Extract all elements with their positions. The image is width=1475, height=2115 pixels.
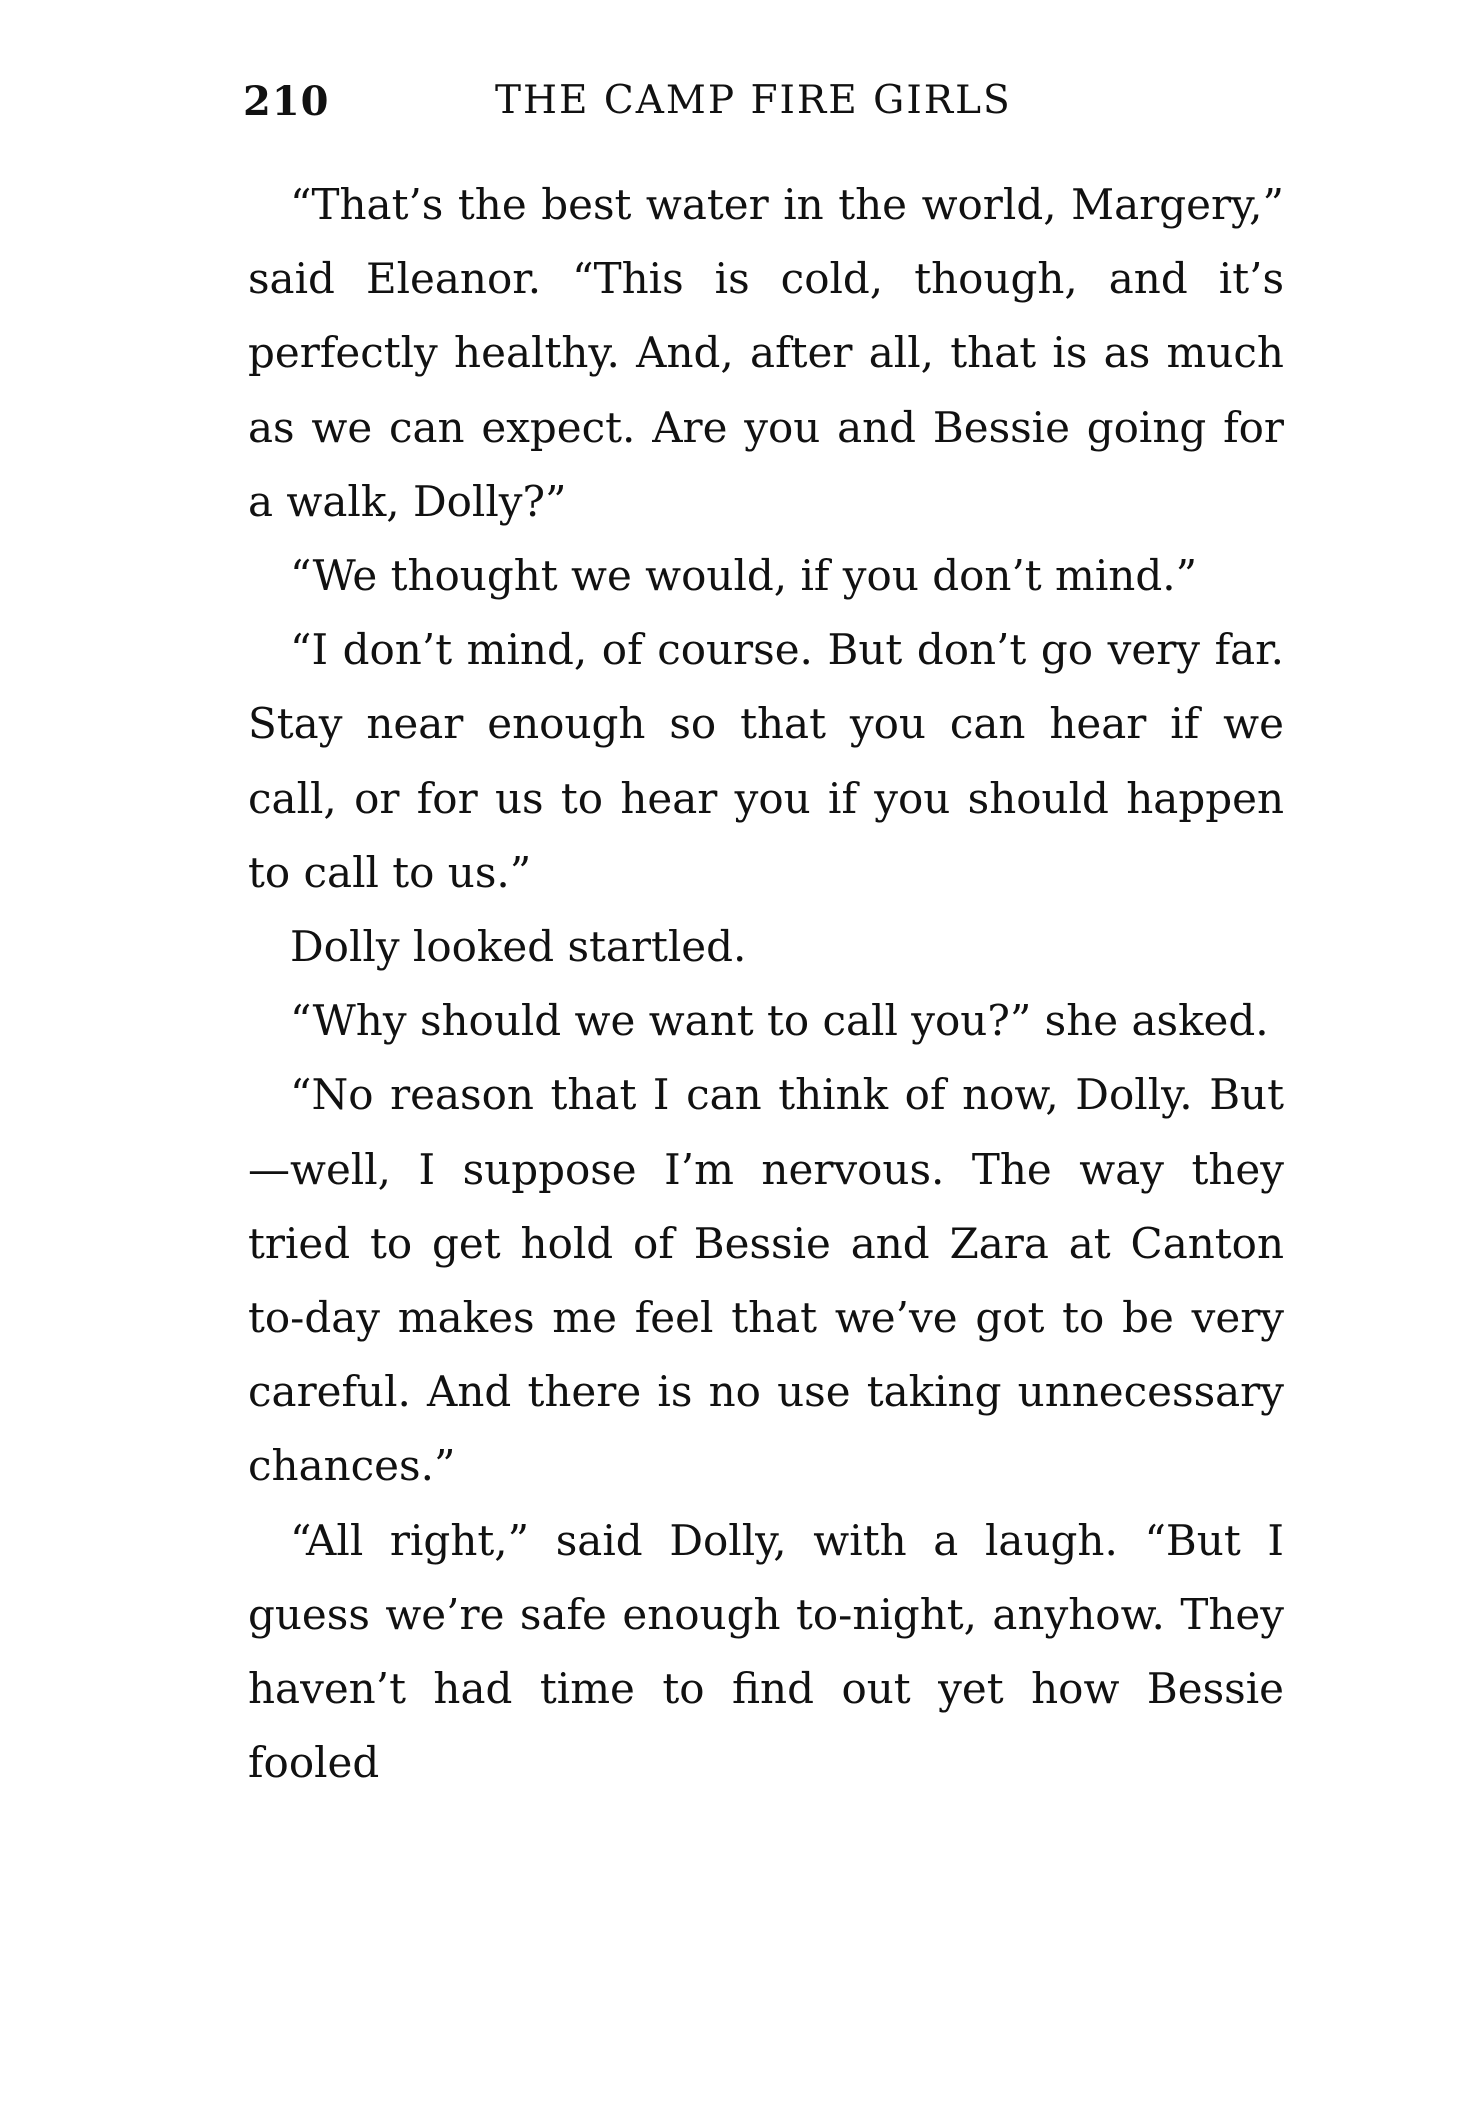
paragraph: “No reason that I can think of now, Dolly. But—well, I suppose I’m nervous. The way they tried to get hold of Bessie and Zara at Canton to-day makes me feel that we’ve got to be very careful. And there is no use taking unnecessary chances.” [248,1070,1284,1491]
body-text [248,168,1284,1800]
page-header [243,78,1283,138]
paragraph: “All right,” said Dolly, with a laugh. “But I guess we’re safe enough to-night, anyhow. They haven’t had time to find out yet how Bessie fooled [248,1515,1284,1788]
paragraph: “That’s the best water in the world, Margery,” said Eleanor. “This is cold, though, and it’s perfectly healthy. And, after all, that is as much as we can expect. Are you and Bessie going for a walk, Dolly?” [248,180,1284,526]
running-title: THE CAMP FIRE GIRLS [495,78,1012,123]
paragraph: “I don’t mind, of course. But don’t go very far. Stay near enough so that you can hear if we call, or for us to hear you if you should happen to call to us.” [248,625,1284,897]
page-number: 210 [243,78,330,125]
paragraph: “We thought we would, if you don’t mind.” [290,551,1198,601]
paragraph: Dolly looked startled. [290,922,747,972]
paragraph: “Why should we want to call you?” she asked. [290,996,1269,1046]
